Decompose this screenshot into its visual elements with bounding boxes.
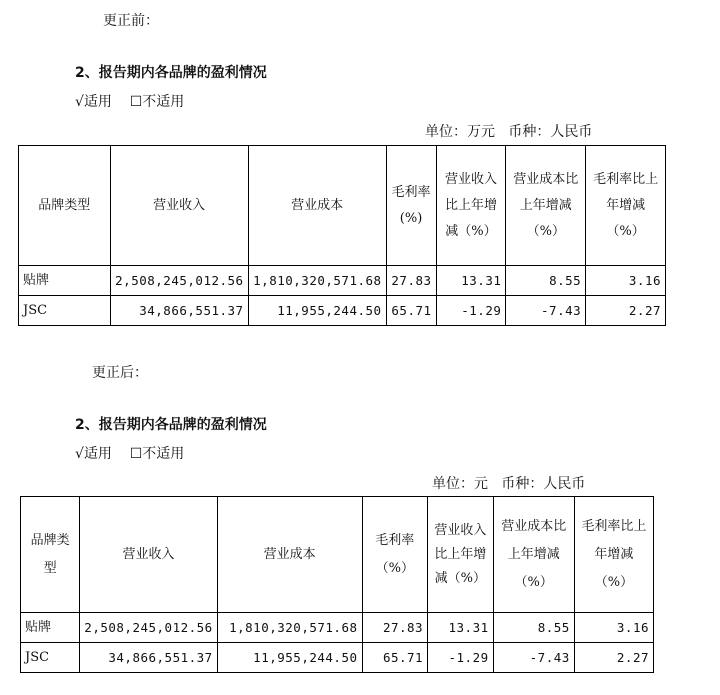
after-section-title: 2、报告期内各品牌的盈利情况 — [75, 417, 267, 433]
before-table — [18, 145, 666, 326]
cell-gross-margin: 27.83 — [386, 266, 436, 296]
cell-revenue: 34,866,551.37 — [80, 643, 217, 673]
header-revenue-change: 营业收入比上年增减（%） — [436, 146, 506, 266]
after-table — [20, 496, 654, 673]
cell-revenue: 2,508,245,012.56 — [110, 266, 248, 296]
cell-gross-margin: 65.71 — [362, 643, 428, 673]
header-margin-change: 毛利率比上年增减（%） — [586, 146, 666, 266]
table-header-row — [19, 146, 666, 266]
applicable-option: √适用 — [75, 446, 112, 462]
cell-revenue: 2,508,245,012.56 — [80, 613, 217, 643]
header-brand-type: 品牌类型 — [21, 497, 80, 613]
after-unit-label: 单位：元 币种：人民币 — [432, 476, 586, 492]
header-gross-margin: 毛利率（%） — [362, 497, 428, 613]
header-margin-change: 毛利率比上年增减（%） — [574, 497, 653, 613]
header-cost: 营业成本 — [217, 497, 362, 613]
header-cost-change: 营业成本比上年增减（%） — [493, 497, 574, 613]
after-options — [75, 443, 184, 463]
after-note: 更正后： — [92, 365, 148, 381]
applicable-option: √适用 — [75, 94, 112, 110]
cell-margin-change: 2.27 — [586, 296, 666, 326]
before-options — [75, 91, 184, 111]
cell-gross-margin: 27.83 — [362, 613, 428, 643]
cell-cost-change: -7.43 — [493, 643, 574, 673]
cell-cost: 11,955,244.50 — [248, 296, 386, 326]
not-applicable-option: ☐不适用 — [129, 446, 185, 462]
cell-gross-margin: 65.71 — [386, 296, 436, 326]
table-row — [21, 613, 654, 643]
table-row — [21, 643, 654, 673]
before-section-title: 2、报告期内各品牌的盈利情况 — [75, 65, 267, 81]
table-row — [19, 296, 666, 326]
before-unit-label: 单位：万元 币种：人民币 — [425, 124, 593, 140]
cell-revenue-change: -1.29 — [436, 296, 506, 326]
header-brand-type: 品牌类型 — [19, 146, 111, 266]
header-gross-margin: 毛利率(%) — [386, 146, 436, 266]
cell-margin-change: 2.27 — [574, 643, 653, 673]
cell-revenue-change: 13.31 — [436, 266, 506, 296]
table-header-row — [21, 497, 654, 613]
cell-brand: 贴牌 — [19, 266, 111, 296]
cell-revenue-change: 13.31 — [428, 613, 494, 643]
cell-margin-change: 3.16 — [574, 613, 653, 643]
cell-cost-change: 8.55 — [493, 613, 574, 643]
cell-revenue-change: -1.29 — [428, 643, 494, 673]
cell-cost: 1,810,320,571.68 — [217, 613, 362, 643]
header-revenue-change: 营业收入比上年增减（%） — [428, 497, 494, 613]
cell-cost: 1,810,320,571.68 — [248, 266, 386, 296]
cell-cost-change: -7.43 — [506, 296, 586, 326]
cell-brand: JSC — [19, 296, 111, 326]
header-cost: 营业成本 — [248, 146, 386, 266]
header-revenue: 营业收入 — [110, 146, 248, 266]
not-applicable-option: ☐不适用 — [129, 94, 185, 110]
header-revenue: 营业收入 — [80, 497, 217, 613]
cell-cost-change: 8.55 — [506, 266, 586, 296]
cell-cost: 11,955,244.50 — [217, 643, 362, 673]
cell-brand: JSC — [21, 643, 80, 673]
table-row — [19, 266, 666, 296]
header-cost-change: 营业成本比上年增减（%） — [506, 146, 586, 266]
before-note: 更正前： — [103, 13, 159, 29]
cell-margin-change: 3.16 — [586, 266, 666, 296]
cell-brand: 贴牌 — [21, 613, 80, 643]
cell-revenue: 34,866,551.37 — [110, 296, 248, 326]
